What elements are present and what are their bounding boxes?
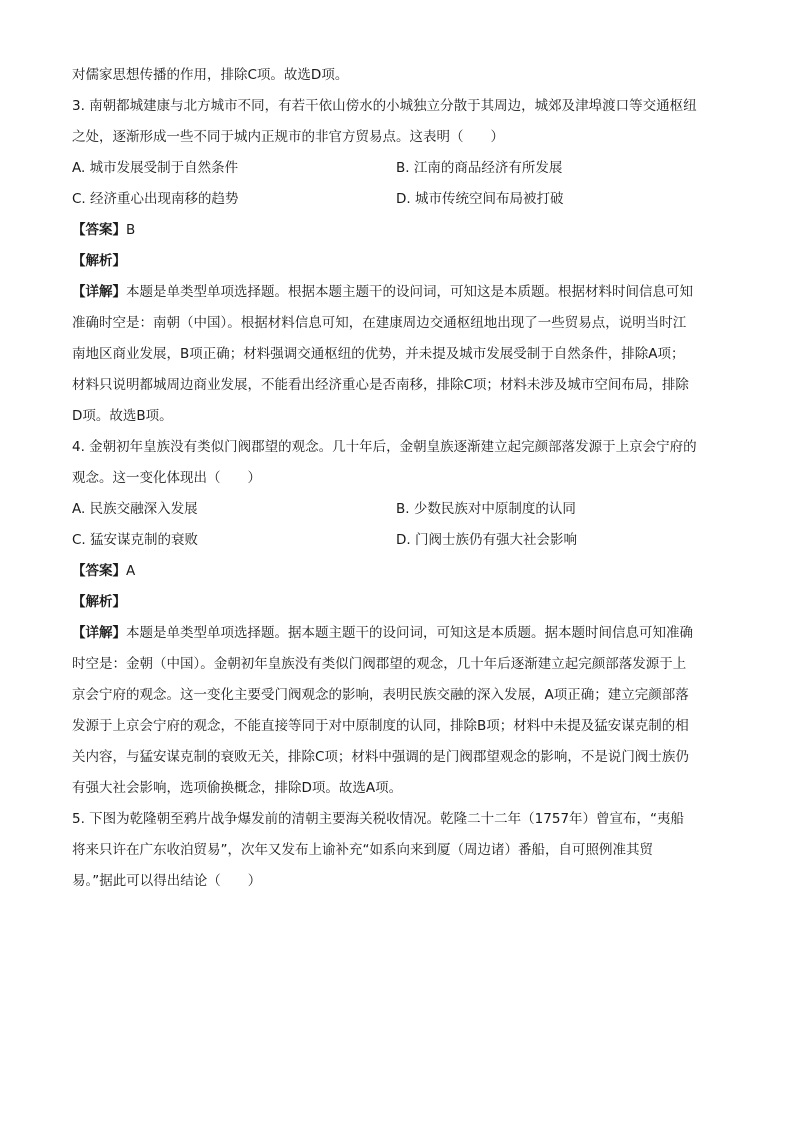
question-4-stem-line-2: 观念。这一变化体现出（ ） xyxy=(72,470,261,486)
question-4-detail-line-3: 京会宁府的观念。这一变化主要受门阀观念的影响，表明民族交融的深入发展，A项正确；建立完颜部落 xyxy=(72,687,689,703)
question-3-stem-line-1: 3. 南朝都城建康与北方城市不同，有若干依山傍水的小城独立分散于其周边，城郊及津埠渡口等交通枢纽 xyxy=(72,98,697,114)
question-4-option-a: A. 民族交融深入发展 xyxy=(72,501,198,517)
prev-question-tail: 对儒家思想传播的作用，排除C项。故选D项。 xyxy=(72,67,349,83)
question-4-detail-line-4: 发源于上京会宁府的观念，不能直接等同于对中原制度的认同，排除B项；材料中未提及猛安谋克制的相 xyxy=(72,718,689,734)
detail-label: 【详解】 xyxy=(72,625,126,641)
analysis-label: 【解析】 xyxy=(72,594,126,610)
question-4-detail-line-6: 有强大社会影响，选项偷换概念，排除D项。故选A项。 xyxy=(72,780,403,796)
question-3-analysis-label xyxy=(72,246,724,277)
question-5-stem-line-3: 易。”据此可以得出结论（ ） xyxy=(72,873,262,889)
question-4-option-c: C. 猛安谋克制的衰败 xyxy=(72,532,199,548)
question-3-option-a: A. 城市发展受制于自然条件 xyxy=(72,160,239,176)
question-3-detail-line-4: 材料只说明都城周边商业发展，不能看出经济重心是否南移，排除C项；材料未涉及城市空间布局，排除 xyxy=(72,377,689,393)
answer-label: 【答案】 xyxy=(72,563,126,579)
question-3-option-d: D. 城市传统空间布局被打破 xyxy=(396,191,564,207)
question-3 xyxy=(72,91,724,432)
detail-label: 【详解】 xyxy=(72,284,126,300)
question-4-option-b: B. 少数民族对中原制度的认同 xyxy=(396,501,576,517)
question-4-detail-line-2: 时空是：金朝（中国）。金朝初年皇族没有类似门阀郡望的观念，几十年后逐渐建立起完颜部落发源于上 xyxy=(72,656,687,672)
answer-value: A xyxy=(126,563,136,579)
question-4-answer xyxy=(72,556,724,587)
question-5 xyxy=(72,804,724,897)
question-4-option-d: D. 门阀士族仍有强大社会影响 xyxy=(396,532,577,548)
answer-value: B xyxy=(126,222,136,238)
question-4-options-row-2 xyxy=(72,525,724,556)
detail-text: 本题是单类型单项选择题。据本题主题干的设问词，可知这是本质题。据本题时间信息可知准确 xyxy=(126,625,693,641)
answer-label: 【答案】 xyxy=(72,222,126,238)
question-4 xyxy=(72,432,724,804)
question-3-options-row-1 xyxy=(72,153,724,184)
question-5-stem-line-1: 5. 下图为乾隆朝至鸦片战争爆发前的清朝主要海关税收情况。乾隆二十二年（1757年）曾宣布，“夷船 xyxy=(72,811,685,827)
question-5-stem-line-2: 将来只许在广东收泊贸易”，次年又发布上谕补充“如系向来到厦（周边诸）番船，自可照例准其贸 xyxy=(72,842,653,858)
question-3-detail-line-5: D项。故选B项。 xyxy=(72,408,173,424)
question-3-detail-line-2: 准确时空是：南朝（中国）。根据材料信息可知，在建康周边交通枢纽地出现了一些贸易点，说明当时江 xyxy=(72,315,687,331)
question-3-stem-line-2: 之处，逐渐形成一些不同于城内正规市的非官方贸易点。这表明（ ） xyxy=(72,129,504,145)
question-4-options-row-1 xyxy=(72,494,724,525)
question-3-options-row-2 xyxy=(72,184,724,215)
detail-text: 本题是单类型单项选择题。根据本题主题干的设问词，可知这是本质题。根据材料时间信息可知 xyxy=(126,284,693,300)
question-4-detail-line-1 xyxy=(72,618,724,649)
document-page xyxy=(72,60,724,897)
question-3-detail-line-1 xyxy=(72,277,724,308)
question-3-option-b: B. 江南的商品经济有所发展 xyxy=(396,160,563,176)
question-4-detail-line-5: 关内容，与猛安谋克制的衰败无关，排除C项；材料中强调的是门阀郡望观念的影响，不是说门阀士族仍 xyxy=(72,749,689,765)
question-3-detail-line-3: 南地区商业发展，B项正确；材料强调交通枢纽的优势，并未提及城市发展受制于自然条件，排除A项； xyxy=(72,346,685,362)
question-4-analysis-label xyxy=(72,587,724,618)
question-3-answer xyxy=(72,215,724,246)
question-3-option-c: C. 经济重心出现南移的趋势 xyxy=(72,191,239,207)
analysis-label: 【解析】 xyxy=(72,253,126,269)
question-4-stem-line-1: 4. 金朝初年皇族没有类似门阀郡望的观念。几十年后，金朝皇族逐渐建立起完颜部落发源于上京会宁府的 xyxy=(72,439,697,455)
